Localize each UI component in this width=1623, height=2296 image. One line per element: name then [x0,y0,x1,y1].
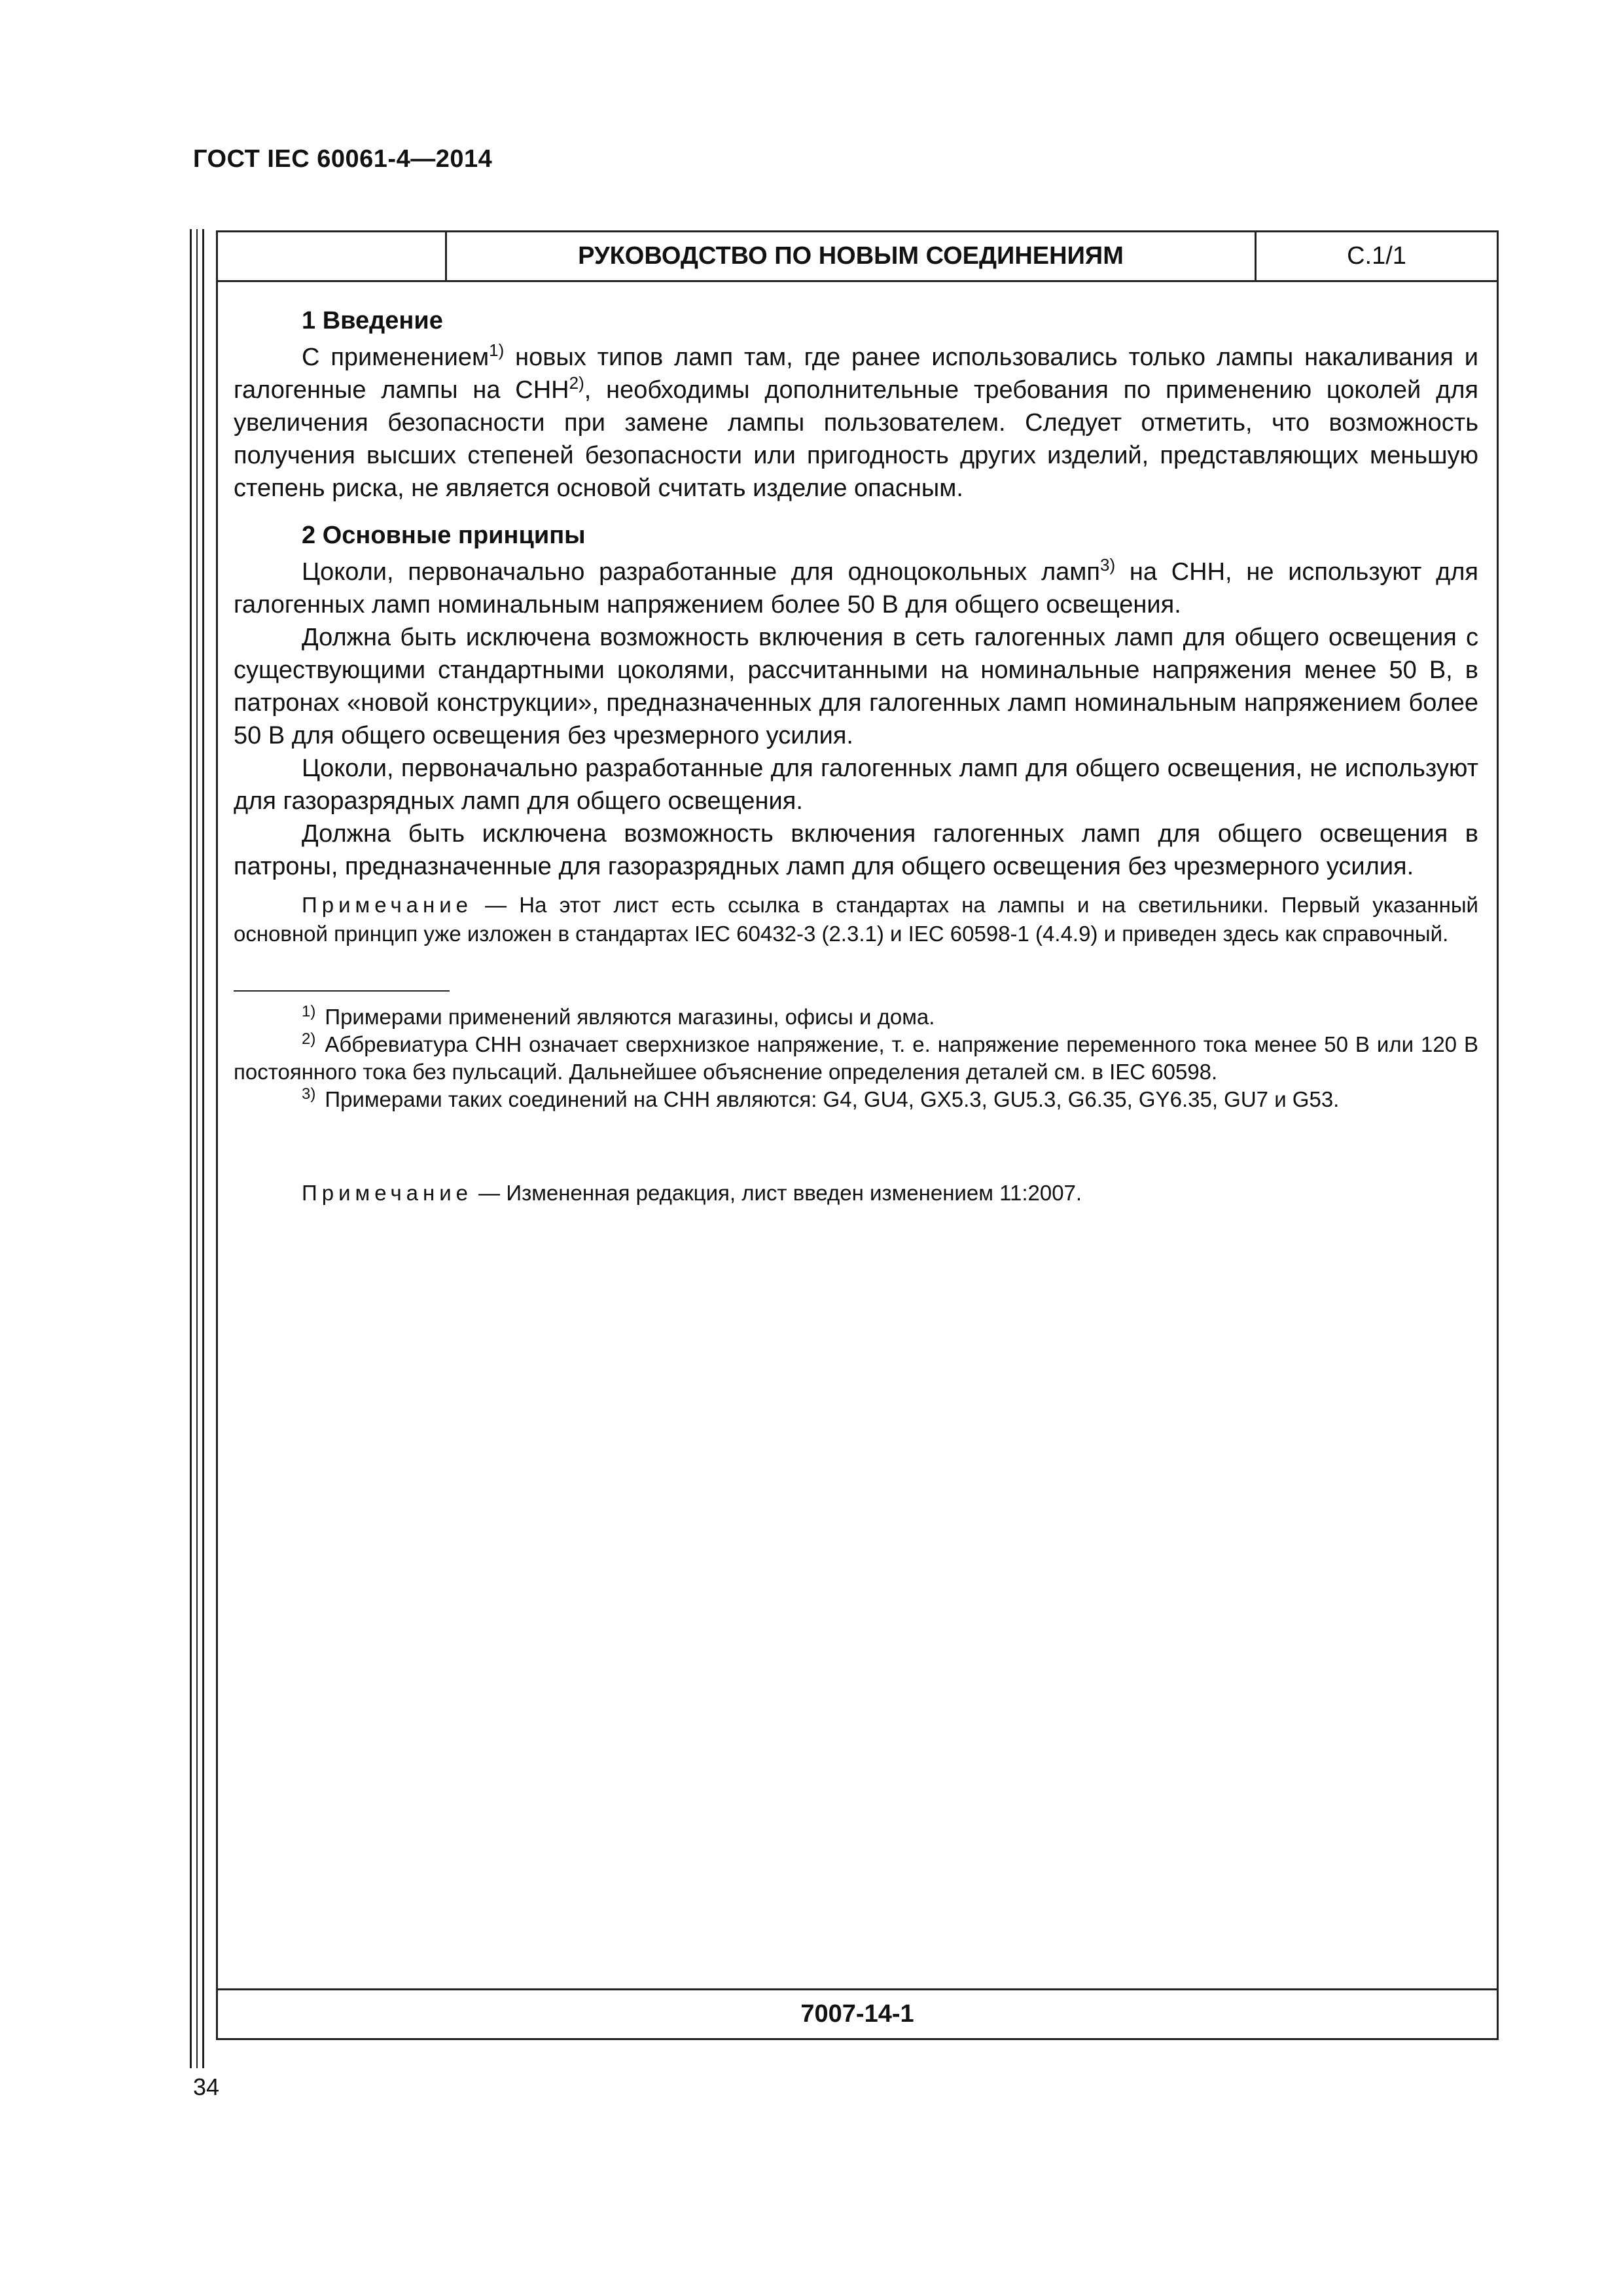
footnote-text: Аббревиатура СНН означает сверхнизкое напряжение, т. е. напряжение переменного тока менее 50 В или 120 В постоянного тока без пульсаций. Дальнейшее объяснение определения деталей см. в IEC 60598. [234,1032,1478,1084]
section-2-heading: 2 Основные принципы [302,522,586,549]
document-header: ГОСТ IEC 60061-4—2014 [193,145,493,173]
note-label: Примечание [302,1181,473,1205]
footnote-mark: 3) [302,1085,316,1103]
text-run: на СНН, не используют для галогенных ламп номинальным напряжением более 50 В для общего освещения. [234,558,1478,619]
footnote-ref-1: 1) [489,340,505,360]
footnote-text: Примерами таких соединений на СНН являются: G4, GU4, GX5.3, GU5.3, G6.35, GY6.35, GU7 и G53. [325,1087,1340,1111]
sheet-footer-code: 7007-14-1 [218,1988,1497,2038]
footnote-ref-3: 3) [1100,555,1116,575]
sheet-title: РУКОВОДСТВО ПО НОВЫМ СОЕДИНЕНИЯМ [447,232,1257,280]
text-run: новых типов ламп там, где ранее использовались только лампы накаливания и галогенные лампы на СНН [234,344,1478,404]
section-1-heading: 1 Введение [302,307,443,334]
sheet-body [234,304,1478,1208]
footnote-ref-2: 2) [569,373,584,393]
note-text: — Измененная редакция, лист введен изменением 11:2007. [473,1181,1082,1205]
footnote-mark: 2) [302,1030,316,1048]
text-run: С применением [302,344,490,371]
page-number: 34 [193,2073,220,2100]
text-run: , необходимы дополнительные требования по применению цоколей для увеличения безопасности при замене лампы пользователем. Следует отметить, что возможность получения высших степеней безопасности или пригодность других изделий, представляющих меньшую степень риска, не является основой считать изделие опасным. [234,376,1478,502]
note-2 [234,1179,1478,1208]
section-2-paragraph-1 [234,556,1478,621]
footnote-3 [234,1086,1478,1113]
footnote-2 [234,1031,1478,1086]
section-2-paragraph-3: Цоколи, первоначально разработанные для галогенных ламп для общего освещения, не используют для газоразрядных ламп для общего освещения. [234,755,1478,815]
section-2-paragraph-4: Должна быть исключена возможность включения галогенных ламп для общего освещения в патроны, предназначенные для газоразрядных ламп для общего освещения без чрезмерного усилия. [234,820,1478,880]
title-blank-cell [218,232,447,280]
footnote-mark: 1) [302,1003,316,1020]
footnote-1 [234,1003,1478,1031]
sheet-title-row [218,232,1497,282]
section-2-paragraph-2: Должна быть исключена возможность включения в сеть галогенных ламп для общего освещения с существующими стандартными цоколями, рассчитанными на номинальные напряжения менее 50 В, в патронах «новой конструкции», предназначенных для галогенных ламп номинальным напряжением более 50 В для общего освещения без чрезмерного усилия. [234,624,1478,749]
note-text: — На этот лист есть ссылка в стандартах на лампы и на светильники. Первый указанный основной принцип уже изложен в стандартах IEC 60432-3 (2.3.1) и IEC 60598-1 (4.4.9) и приведен здесь как справочный. [234,893,1478,946]
margin-change-bars [190,229,204,2068]
sheet-code: С.1/1 [1347,242,1406,270]
note-label: Примечание [302,893,473,917]
text-run: Цоколи, первоначально разработанные для одноцокольных ламп [302,558,1101,586]
data-sheet-frame [216,230,1499,2040]
note-1 [234,891,1478,948]
footnote-separator [234,990,450,992]
footnote-text: Примерами применений являются магазины, офисы и дома. [325,1005,935,1029]
section-1-paragraph [234,341,1478,505]
